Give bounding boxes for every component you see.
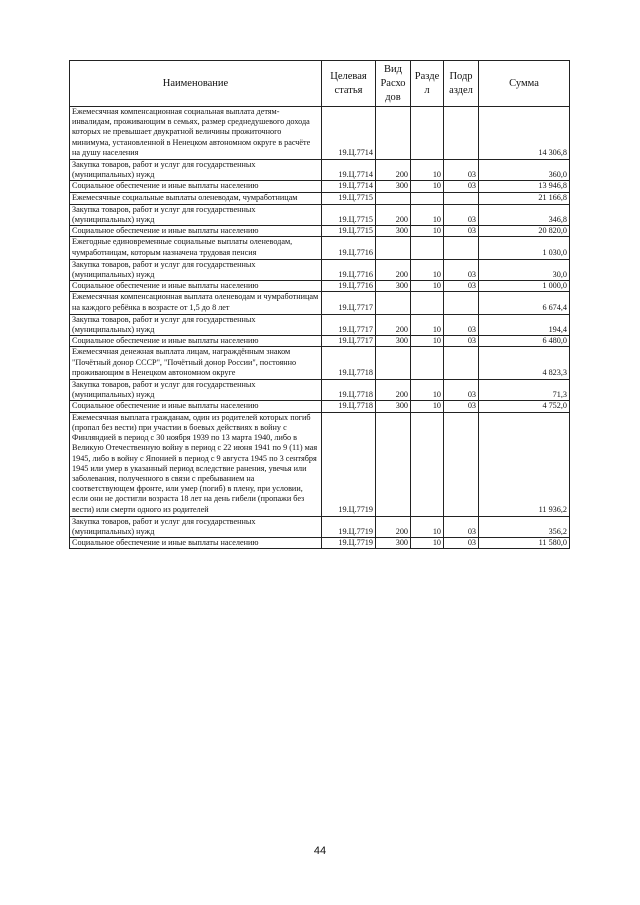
- cell-subsection: 03: [444, 538, 479, 549]
- cell-target: 19.Ц.7718: [322, 347, 376, 380]
- cell-target: 19.Ц.7716: [322, 237, 376, 259]
- cell-subsection: 03: [444, 181, 479, 192]
- table-row: [70, 204, 570, 225]
- cell-section: 10: [411, 314, 444, 335]
- cell-section: 10: [411, 281, 444, 292]
- cell-section: [411, 412, 444, 516]
- table-row: [70, 281, 570, 292]
- table-row: [70, 226, 570, 237]
- cell-section: [411, 347, 444, 380]
- cell-name: Ежемесячные социальные выплаты оленеводам, чумработницам: [70, 192, 322, 204]
- cell-name: Ежегодные единовременные социальные выплаты оленеводам, чумработницам, которым назначена трудовая пенсия: [70, 237, 322, 259]
- cell-amount: 356,2: [479, 516, 570, 537]
- cell-expense-type: 300: [376, 401, 411, 412]
- cell-target: 19.Ц.7717: [322, 292, 376, 314]
- cell-target: 19.Ц.7715: [322, 192, 376, 204]
- cell-subsection: [444, 347, 479, 380]
- cell-expense-type: 200: [376, 204, 411, 225]
- cell-subsection: 03: [444, 160, 479, 181]
- cell-section: 10: [411, 401, 444, 412]
- table-row: [70, 380, 570, 401]
- cell-amount: 6 674,4: [479, 292, 570, 314]
- header-section: Разде л: [411, 61, 444, 107]
- table-row: [70, 516, 570, 537]
- cell-amount: 4 752,0: [479, 401, 570, 412]
- cell-name: Ежемесячная компенсационная выплата оленеводам и чумработницам на каждого ребёнка в возрасте от 1,5 до 8 лет: [70, 292, 322, 314]
- cell-subsection: [444, 292, 479, 314]
- table-row: [70, 336, 570, 347]
- cell-subsection: 03: [444, 336, 479, 347]
- cell-target: 19.Ц.7718: [322, 380, 376, 401]
- table-row: [70, 314, 570, 335]
- cell-subsection: 03: [444, 204, 479, 225]
- cell-expense-type: 300: [376, 538, 411, 549]
- table-row: [70, 181, 570, 192]
- cell-section: 10: [411, 516, 444, 537]
- cell-target: 19.Ц.7718: [322, 401, 376, 412]
- cell-expense-type: [376, 412, 411, 516]
- cell-amount: 11 580,0: [479, 538, 570, 549]
- cell-expense-type: [376, 347, 411, 380]
- cell-amount: 30,0: [479, 259, 570, 280]
- table-row: [70, 192, 570, 204]
- cell-target: 19.Ц.7719: [322, 516, 376, 537]
- cell-expense-type: [376, 192, 411, 204]
- header-target: Целевая статья: [322, 61, 376, 107]
- table-row: [70, 347, 570, 380]
- header-amount: Сумма: [479, 61, 570, 107]
- cell-amount: 20 820,0: [479, 226, 570, 237]
- cell-target: 19.Ц.7719: [322, 412, 376, 516]
- cell-name: Ежемесячная выплата гражданам, один из родителей которых погиб (пропал без вести) при участии в боевых действиях в войну с Финляндией в период с 30 ноября 1939 по 13 марта 1940, либо в Великую Отечественную войну в период с 22 июня 1941 по 9 (11) мая 1945, либо в войну с Японией в период с 9 августа 1945 по 3 сентября 1945 или умер в указанный период вследствие ранения, увечья или заболевания, полученного в связи с пребыванием на соответствующем фронте, или умер (погиб) в плену, при условии, если они не достигли возраста 18 лет на день гибели (пропажи без вести) или смерти одного из родителей: [70, 412, 322, 516]
- cell-target: 19.Ц.7717: [322, 336, 376, 347]
- cell-expense-type: 300: [376, 281, 411, 292]
- cell-subsection: 03: [444, 401, 479, 412]
- cell-target: 19.Ц.7719: [322, 538, 376, 549]
- cell-amount: 4 823,3: [479, 347, 570, 380]
- cell-subsection: 03: [444, 259, 479, 280]
- cell-subsection: 03: [444, 281, 479, 292]
- cell-section: [411, 192, 444, 204]
- table-row: [70, 237, 570, 259]
- cell-subsection: [444, 237, 479, 259]
- cell-subsection: 03: [444, 516, 479, 537]
- cell-section: 10: [411, 380, 444, 401]
- cell-section: 10: [411, 259, 444, 280]
- cell-subsection: [444, 412, 479, 516]
- table-row: [70, 401, 570, 412]
- table-row: [70, 538, 570, 549]
- cell-section: 10: [411, 160, 444, 181]
- cell-amount: 11 936,2: [479, 412, 570, 516]
- cell-name: Социальное обеспечение и иные выплаты населению: [70, 336, 322, 347]
- cell-expense-type: 300: [376, 336, 411, 347]
- cell-amount: 346,8: [479, 204, 570, 225]
- cell-name: Закупка товаров, работ и услуг для государственных (муниципальных) нужд: [70, 314, 322, 335]
- cell-amount: 13 946,8: [479, 181, 570, 192]
- cell-subsection: [444, 107, 479, 160]
- page-number: 44: [313, 845, 327, 857]
- cell-name: Закупка товаров, работ и услуг для государственных (муниципальных) нужд: [70, 259, 322, 280]
- cell-target: 19.Ц.7715: [322, 204, 376, 225]
- cell-section: [411, 237, 444, 259]
- cell-amount: 14 306,8: [479, 107, 570, 160]
- table-row: [70, 107, 570, 160]
- table-row: [70, 160, 570, 181]
- cell-target: 19.Ц.7714: [322, 160, 376, 181]
- cell-section: 10: [411, 336, 444, 347]
- table-body: [70, 107, 570, 549]
- cell-expense-type: 300: [376, 181, 411, 192]
- cell-expense-type: 300: [376, 226, 411, 237]
- table-header-row: [70, 61, 570, 107]
- cell-expense-type: [376, 292, 411, 314]
- cell-section: 10: [411, 181, 444, 192]
- cell-name: Закупка товаров, работ и услуг для государственных (муниципальных) нужд: [70, 380, 322, 401]
- cell-expense-type: [376, 107, 411, 160]
- cell-target: 19.Ц.7716: [322, 259, 376, 280]
- cell-name: Социальное обеспечение и иные выплаты населению: [70, 181, 322, 192]
- cell-target: 19.Ц.7717: [322, 314, 376, 335]
- cell-expense-type: 200: [376, 516, 411, 537]
- cell-subsection: [444, 192, 479, 204]
- cell-target: 19.Ц.7714: [322, 181, 376, 192]
- cell-expense-type: 200: [376, 160, 411, 181]
- cell-amount: 71,3: [479, 380, 570, 401]
- cell-target: 19.Ц.7716: [322, 281, 376, 292]
- cell-expense-type: [376, 237, 411, 259]
- cell-amount: 6 480,0: [479, 336, 570, 347]
- cell-amount: 21 166,8: [479, 192, 570, 204]
- cell-name: Ежемесячная денежная выплата лицам, награждённым знаком "Почётный донор СССР", "Почётный донор России", постоянно проживающим в Ненецком автономном округе: [70, 347, 322, 380]
- cell-target: 19.Ц.7715: [322, 226, 376, 237]
- cell-section: 10: [411, 538, 444, 549]
- cell-amount: 1 030,0: [479, 237, 570, 259]
- cell-amount: 1 000,0: [479, 281, 570, 292]
- cell-name: Социальное обеспечение и иные выплаты населению: [70, 281, 322, 292]
- budget-table-container: [69, 60, 569, 549]
- cell-section: [411, 292, 444, 314]
- cell-name: Социальное обеспечение и иные выплаты населению: [70, 538, 322, 549]
- cell-name: Социальное обеспечение и иные выплаты населению: [70, 401, 322, 412]
- header-subsection: Подр аздел: [444, 61, 479, 107]
- cell-section: 10: [411, 204, 444, 225]
- cell-target: 19.Ц.7714: [322, 107, 376, 160]
- cell-subsection: 03: [444, 380, 479, 401]
- cell-name: Ежемесячная компенсационная социальная выплата детям-инвалидам, проживающим в семьях, размер среднедушевого дохода которых не превышает двукратной величины прожиточного минимума, установленной в Ненецком автономном округе в расчёте на душу населения: [70, 107, 322, 160]
- cell-name: Закупка товаров, работ и услуг для государственных (муниципальных) нужд: [70, 516, 322, 537]
- cell-section: [411, 107, 444, 160]
- table-row: [70, 292, 570, 314]
- cell-name: Закупка товаров, работ и услуг для государственных (муниципальных) нужд: [70, 160, 322, 181]
- cell-amount: 194,4: [479, 314, 570, 335]
- header-expense-type: Вид Расхо дов: [376, 61, 411, 107]
- header-name: Наименование: [70, 61, 322, 107]
- cell-expense-type: 200: [376, 314, 411, 335]
- table-row: [70, 412, 570, 516]
- cell-expense-type: 200: [376, 380, 411, 401]
- budget-table: [69, 60, 570, 549]
- cell-amount: 360,0: [479, 160, 570, 181]
- cell-name: Социальное обеспечение и иные выплаты населению: [70, 226, 322, 237]
- cell-expense-type: 200: [376, 259, 411, 280]
- cell-subsection: 03: [444, 226, 479, 237]
- cell-subsection: 03: [444, 314, 479, 335]
- cell-section: 10: [411, 226, 444, 237]
- cell-name: Закупка товаров, работ и услуг для государственных (муниципальных) нужд: [70, 204, 322, 225]
- table-row: [70, 259, 570, 280]
